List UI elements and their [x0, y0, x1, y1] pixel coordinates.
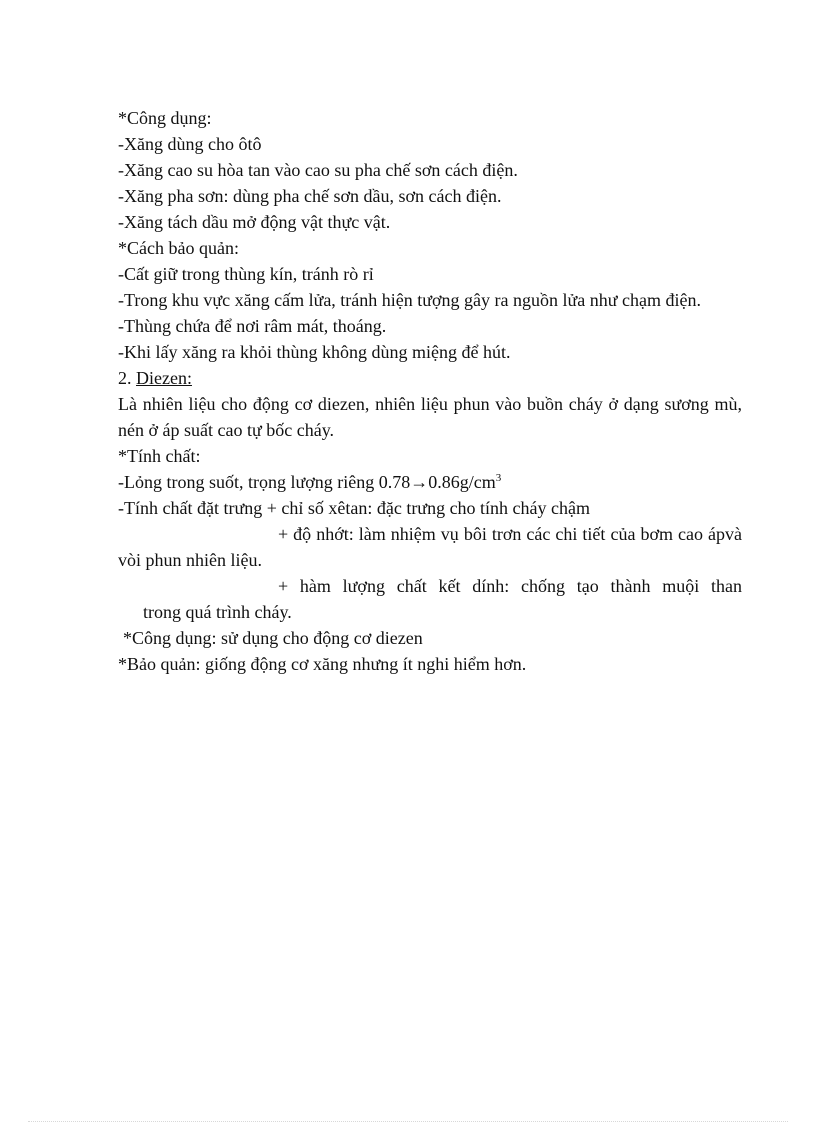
- storage-item: -Cất giữ trong thùng kín, tránh rò rỉ: [118, 264, 374, 284]
- uses-item: -Xăng pha sơn: dùng pha chế sơn dầu, sơn cách điện.: [118, 186, 502, 206]
- uses-item: -Xăng dùng cho ôtô: [118, 134, 262, 154]
- unit-superscript: 3: [495, 472, 502, 484]
- property-subitem-text: + độ nhớt: làm nhiệm vụ bôi trơn các chi tiết của bơm cao ápvà vòi phun nhiên liệu.: [118, 524, 742, 570]
- diesel-storage-line: *Bảo quản: giống động cơ xăng nhưng ít nghi hiểm hơn.: [118, 654, 527, 674]
- page-bottom-divider: [28, 1121, 788, 1122]
- diesel-uses-line: *Công dụng: sử dụng cho động cơ diezen: [123, 628, 423, 648]
- section-intro: Là nhiên liệu cho động cơ diezen, nhiên liệu phun vào buồn cháy ở dạng sương mù, nén ở áp suất cao tự bốc cháy.: [118, 394, 742, 440]
- property-subitem: [118, 521, 742, 573]
- storage-heading: *Cách bảo quản:: [118, 238, 239, 258]
- uses-heading: *Công dụng:: [118, 108, 212, 128]
- uses-item: -Xăng tách dầu mở động vật thực vật.: [118, 212, 391, 232]
- section-title: Diezen:: [136, 368, 192, 388]
- property-subitem-continuation: trong quá trình cháy.: [143, 602, 292, 622]
- property-item: -Tính chất đặt trưng + chỉ số xêtan: đặc trưng cho tính cháy chậm: [118, 498, 591, 518]
- section-number: 2.: [118, 368, 132, 388]
- document-body: [118, 105, 742, 677]
- property-subitem: + hàm lượng chất kết dính: chống tạo thành muội than: [278, 576, 742, 596]
- storage-item: -Thùng chứa để nơi râm mát, thoáng.: [118, 316, 387, 336]
- uses-item: -Xăng cao su hòa tan vào cao su pha chế sơn cách điện.: [118, 160, 518, 180]
- section-heading: [118, 365, 742, 391]
- property-text: -Lỏng trong suốt, trọng lượng riêng 0.78→0.86g/cm: [118, 472, 496, 492]
- properties-heading: *Tính chất:: [118, 446, 201, 466]
- storage-item: -Trong khu vực xăng cấm lửa, tránh hiện tượng gây ra nguồn lửa như chạm điện.: [118, 290, 702, 310]
- storage-item: -Khi lấy xăng ra khỏi thùng không dùng miệng để hút.: [118, 342, 511, 362]
- property-item: [118, 469, 742, 495]
